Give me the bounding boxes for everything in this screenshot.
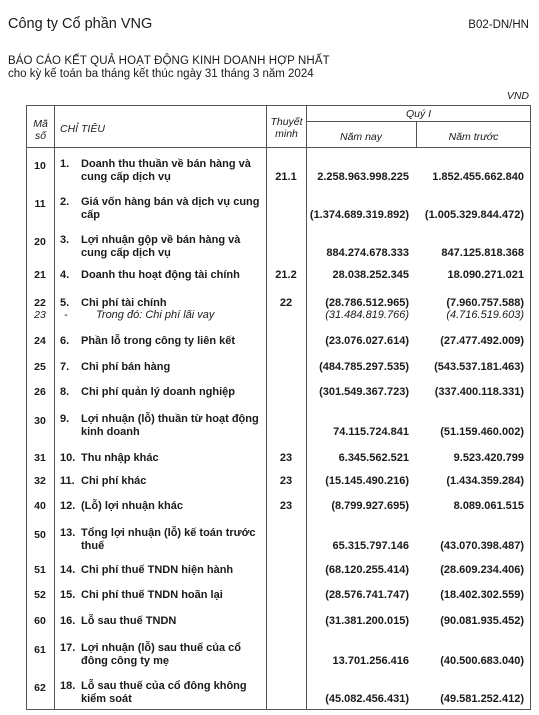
value-last-year: (43.070.398.487) bbox=[440, 540, 524, 552]
report-period: cho kỳ kế toán ba tháng kết thúc ngày 31 tháng 3 năm 2024 bbox=[8, 68, 314, 80]
line-label: Thu nhập khác bbox=[81, 452, 159, 464]
form-code: B02-DN/HN bbox=[468, 19, 529, 31]
line-code: 25 bbox=[34, 361, 46, 373]
value-this-year: (68.120.255.414) bbox=[325, 564, 409, 576]
line-label: (Lỗ) lợi nhuận khác bbox=[81, 500, 183, 512]
value-last-year: (18.402.302.559) bbox=[440, 589, 524, 601]
value-this-year: 74.115.724.841 bbox=[333, 426, 409, 438]
line-label: Lỗ sau thuế TNDN bbox=[81, 615, 177, 627]
line-code: 52 bbox=[34, 589, 46, 601]
value-this-year: (1.374.689.319.892) bbox=[309, 209, 409, 221]
header-last-year: Năm trước bbox=[448, 131, 499, 143]
col-divider bbox=[306, 105, 307, 710]
line-label: Chi phí bán hàng bbox=[81, 361, 171, 373]
line-label: Chi phí thuế TNDN hoãn lại bbox=[81, 589, 223, 601]
header-rule bbox=[26, 147, 531, 148]
line-number: 12. bbox=[60, 500, 76, 512]
company-name: Công ty Cổ phần VNG bbox=[8, 16, 153, 32]
line-number: 13. bbox=[60, 527, 76, 539]
line-number: 6. bbox=[60, 335, 70, 347]
line-number: 15. bbox=[60, 589, 76, 601]
line-code: 40 bbox=[34, 500, 46, 512]
note-ref: 23 bbox=[279, 500, 293, 512]
value-last-year: 18.090.271.021 bbox=[447, 269, 524, 281]
line-code: 22 bbox=[34, 297, 46, 309]
value-this-year: 884.274.678.333 bbox=[326, 247, 409, 259]
value-this-year: (484.785.297.535) bbox=[319, 361, 409, 373]
line-label: Lỗ sau thuế của cổ đông không kiểm soát bbox=[81, 680, 247, 705]
value-this-year: (23.076.027.614) bbox=[325, 335, 409, 347]
value-last-year: (337.400.118.331) bbox=[434, 386, 524, 398]
note-ref: 23 bbox=[279, 452, 293, 464]
value-last-year: 1.852.455.662.840 bbox=[432, 171, 524, 183]
value-last-year: (1.434.359.284) bbox=[446, 475, 524, 487]
header-note: Thuyết minh bbox=[270, 116, 303, 140]
line-label: Giá vốn hàng bán và dịch vụ cung cấp bbox=[81, 196, 260, 221]
header-period: Quý I bbox=[405, 108, 432, 120]
line-number: 8. bbox=[60, 386, 70, 398]
header-item: CHỈ TIÊU bbox=[60, 123, 105, 135]
header-code: Mã số bbox=[33, 118, 48, 142]
line-label: Tổng lợi nhuận (lỗ) kế toán trước thuế bbox=[81, 527, 256, 552]
line-label: Chi phí khác bbox=[81, 475, 147, 487]
line-code: 60 bbox=[34, 615, 46, 627]
line-code: 21 bbox=[34, 269, 46, 281]
line-number: 1. bbox=[60, 158, 70, 170]
line-code: 62 bbox=[34, 682, 46, 694]
value-last-year: 9.523.420.799 bbox=[453, 452, 524, 464]
value-last-year: (1.005.329.844.472) bbox=[424, 209, 524, 221]
line-code: 20 bbox=[34, 236, 46, 248]
line-code: 61 bbox=[34, 644, 46, 656]
note-ref: 21.1 bbox=[275, 171, 297, 183]
header-this-year: Năm nay bbox=[339, 131, 382, 143]
col-divider bbox=[54, 105, 55, 710]
value-this-year: (8.799.927.695) bbox=[331, 500, 409, 512]
line-number: 16. bbox=[60, 615, 76, 627]
line-code: 11 bbox=[34, 198, 46, 210]
value-this-year: (31.484.819.766) bbox=[325, 309, 409, 321]
value-last-year: (7.960.757.588) bbox=[446, 297, 524, 309]
line-label: Lợi nhuận (lỗ) sau thuế của cổ đông công ty mẹ bbox=[81, 642, 241, 667]
line-label: Lợi nhuận gộp về bán hàng và cung cấp dịch vụ bbox=[81, 234, 241, 259]
value-this-year: 65.315.797.146 bbox=[332, 540, 409, 552]
line-label: Doanh thu hoạt động tài chính bbox=[81, 269, 240, 281]
value-last-year: (4.716.519.603) bbox=[446, 309, 524, 321]
line-label: Doanh thu thuần về bán hàng và cung cấp dịch vụ bbox=[81, 158, 251, 183]
value-this-year: 6.345.562.521 bbox=[338, 452, 409, 464]
line-label: Chi phí tài chính bbox=[81, 297, 167, 309]
line-number: 18. bbox=[60, 680, 76, 692]
line-code: 10 bbox=[34, 160, 46, 172]
line-number: - bbox=[64, 309, 68, 321]
line-number: 2. bbox=[60, 196, 70, 208]
value-this-year: (28.576.741.747) bbox=[325, 589, 409, 601]
value-last-year: (90.081.935.452) bbox=[440, 615, 524, 627]
line-number: 4. bbox=[60, 269, 70, 281]
value-last-year: (49.581.252.412) bbox=[440, 693, 524, 705]
currency-unit: VND bbox=[506, 90, 529, 102]
value-last-year: (51.159.460.002) bbox=[440, 426, 524, 438]
value-last-year: (543.537.181.463) bbox=[434, 361, 524, 373]
value-last-year: 8.089.061.515 bbox=[453, 500, 524, 512]
line-number: 9. bbox=[60, 413, 70, 425]
line-label: Chi phí quản lý doanh nghiệp bbox=[81, 386, 235, 398]
line-number: 11. bbox=[60, 475, 75, 487]
value-this-year: (15.145.490.216) bbox=[325, 475, 409, 487]
note-ref: 21.2 bbox=[275, 269, 297, 281]
line-number: 10. bbox=[60, 452, 76, 464]
value-last-year: (27.477.492.009) bbox=[440, 335, 524, 347]
report-title: BÁO CÁO KẾT QUẢ HOẠT ĐỘNG KINH DOANH HỢP NHẤT bbox=[8, 55, 330, 67]
line-label: Chi phí thuế TNDN hiện hành bbox=[81, 564, 234, 576]
line-number: 14. bbox=[60, 564, 76, 576]
line-number: 5. bbox=[60, 297, 70, 309]
header-rule bbox=[306, 121, 531, 122]
value-this-year: (301.549.367.723) bbox=[319, 386, 409, 398]
note-ref: 22 bbox=[279, 297, 293, 309]
value-this-year: (28.786.512.965) bbox=[325, 297, 409, 309]
value-last-year: 847.125.818.368 bbox=[441, 247, 524, 259]
col-divider bbox=[266, 105, 267, 710]
line-number: 3. bbox=[60, 234, 70, 246]
note-ref: 23 bbox=[279, 475, 293, 487]
line-number: 17. bbox=[60, 642, 76, 654]
line-number: 7. bbox=[60, 361, 70, 373]
value-this-year: (45.082.456.431) bbox=[325, 693, 409, 705]
line-code: 30 bbox=[34, 415, 46, 427]
value-this-year: 13.701.256.416 bbox=[332, 655, 409, 667]
line-code: 26 bbox=[34, 386, 46, 398]
line-code: 31 bbox=[34, 452, 46, 464]
line-code: 23 bbox=[34, 309, 46, 321]
line-code: 50 bbox=[34, 529, 46, 541]
value-this-year: 2.258.963.998.225 bbox=[317, 171, 409, 183]
value-last-year: (28.609.234.406) bbox=[440, 564, 524, 576]
line-label: Lợi nhuận (lỗ) thuần từ hoạt động kinh doanh bbox=[81, 413, 259, 438]
value-this-year: 28.038.252.345 bbox=[332, 269, 409, 281]
line-code: 51 bbox=[34, 564, 46, 576]
line-label: Phần lỗ trong công ty liên kết bbox=[81, 335, 236, 347]
line-code: 32 bbox=[34, 475, 46, 487]
line-code: 24 bbox=[34, 335, 46, 347]
value-this-year: (31.381.200.015) bbox=[325, 615, 409, 627]
value-last-year: (40.500.683.040) bbox=[440, 655, 524, 667]
line-label: Trong đó: Chi phí lãi vay bbox=[96, 309, 215, 321]
